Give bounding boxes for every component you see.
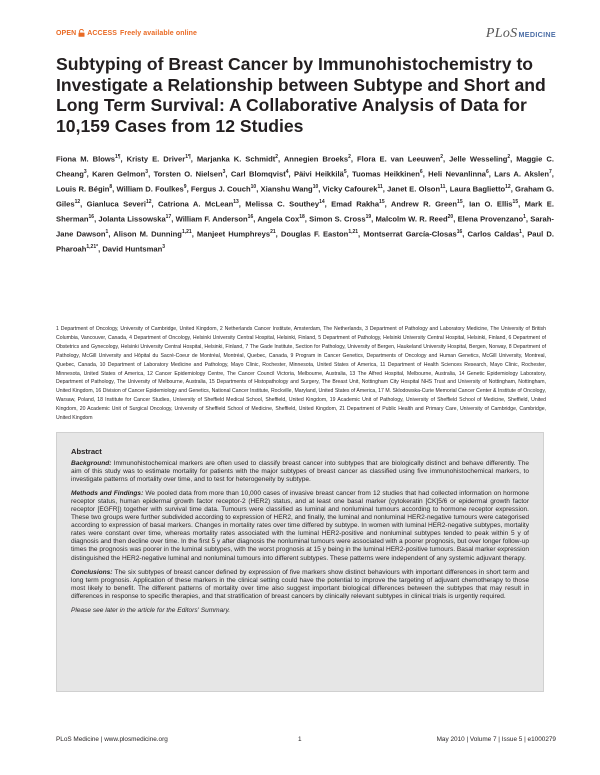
author: Simon S. Cross — [309, 214, 366, 224]
author-affiliation-ref: 3 — [162, 243, 166, 250]
background-label: Background: — [71, 460, 112, 467]
author-affiliation-ref: 19 — [365, 213, 372, 220]
author-affiliation-ref: 2 — [275, 154, 279, 160]
author-affiliation-ref: 13 — [233, 198, 239, 205]
abstract-conclusions — [71, 569, 529, 601]
author: Laura Baglietto — [449, 184, 506, 194]
author-affiliation-ref: 1¶ — [114, 154, 121, 160]
author: Lars A. Akslen — [494, 169, 549, 179]
abstract-background — [71, 460, 529, 484]
header-bar — [56, 27, 556, 43]
author-affiliation-ref: 3 — [83, 168, 87, 175]
author-affiliation-ref: 1 — [519, 228, 522, 235]
author: Manjeet Humphreys — [196, 229, 271, 239]
author-affiliation-ref: 1¶ — [185, 154, 191, 160]
author: Jolanta Lissowska — [98, 214, 166, 224]
footer-citation: May 2010 | Volume 7 | Issue 5 | e1000279 — [436, 736, 556, 743]
free-availability-label: Freely available online — [120, 29, 198, 37]
author: Gianluca Severi — [86, 199, 146, 209]
author-affiliation-ref: 2 — [507, 154, 511, 160]
author-affiliation-ref: 15 — [379, 198, 385, 205]
author-affiliation-ref: 15 — [457, 198, 463, 205]
author: Emad Rakha — [331, 199, 380, 209]
author-affiliation-ref: 18 — [299, 213, 305, 220]
author-affiliation-ref: 7 — [549, 168, 552, 175]
author-affiliation-ref: 9 — [183, 183, 187, 190]
author: Paul D. Pharoah — [56, 229, 554, 254]
journal-section: MEDICINE — [518, 30, 556, 39]
author: Jelle Wesseling — [449, 154, 508, 164]
conclusions-text: The six subtypes of breast cancer defined by expression of five markers show distinct behaviours with important differences in short term and long term prognosis. Application of these markers in the clinical setting could have the potential to improve the targeting of adjuvant chemotherapy to those most likely to benefit. The different patterns of mortality over time also suggest important biological differences between the subtypes that may result in differences in response to specific therapies, and that stratification of breast cancers by clinically relevant subtypes in clinical trials is urgently required. — [71, 568, 529, 600]
author-affiliation-ref: 1,21 — [348, 228, 359, 235]
author: Flora E. van Leeuwen — [357, 154, 441, 164]
author: William F. Anderson — [175, 214, 248, 224]
editors-summary-note: Please see later in the article for the Editors' Summary. — [71, 606, 231, 614]
author: Janet E. Olson — [387, 184, 441, 194]
conclusions-label: Conclusions: — [71, 568, 113, 576]
footer-journal: PLoS Medicine | www.plosmedicine.org — [56, 736, 168, 743]
author: Angela Cox — [257, 214, 300, 224]
author: Carlos Caldas — [467, 229, 520, 239]
author-affiliation-ref: 2 — [348, 154, 351, 160]
author: Catriona A. McLean — [158, 199, 234, 209]
access-label: ACCESS — [87, 29, 118, 37]
author: Sarah-Jane Dawson — [56, 214, 554, 239]
author: Torsten O. Nielsen — [153, 169, 223, 179]
author-affiliation-ref: 12 — [145, 198, 152, 205]
author: Karen Gelmon — [92, 169, 146, 179]
author: Montserrat García-Closas — [363, 229, 457, 239]
author: Xianshu Wang — [260, 184, 313, 194]
author-affiliation-ref: 16 — [247, 213, 254, 220]
author-affiliation-ref: 6 — [419, 168, 423, 175]
author-affiliation-ref: 14 — [319, 198, 325, 205]
methods-label: Methods and Findings: — [71, 490, 144, 498]
abstract-methods — [71, 490, 529, 562]
author-affiliation-ref: 1,21 — [181, 228, 192, 235]
author-affiliation-ref: 11 — [440, 183, 446, 190]
author-affiliation-ref: 4 — [285, 168, 289, 175]
author: Andrew R. Green — [390, 199, 458, 209]
background-text: Immunohistochemical markers are often used to classify breast cancer into subtypes that are biologically distinct and behave differently. The aim of this study was to estimate mortality for patients with the major subtypes of breast cancer as classified using five immunohistochemical markers, to investigate patterns of mortality over time, and to test for heterogeneity by subtype. — [71, 460, 529, 484]
author-affiliation-ref: 12 — [505, 183, 511, 190]
author: Päivi Heikkilä — [294, 169, 344, 179]
author-affiliation-ref: 16 — [456, 228, 463, 235]
author: Vicky Cafourek — [322, 184, 378, 194]
author-affiliation-ref: 3 — [145, 168, 149, 175]
affiliations: 1 Department of Oncology, University of Cambridge, United Kingdom, 2 Netherlands Cancer Institute, Amsterdam, The Netherlands, 3 Department of Pathology and Laboratory Medicine, The University of British Columbia, Vancouver, Canada, 4 Department of Oncology, Helsinki University Central Hospital, Helsinki, Finland, 5 Department of Pathology, Helsinki University Central Hospital, Helsinki, Finland, 6 Department of Obstetrics and Gynecology, Helsinki University Central Hospital, Helsinki, Finland, 7 The Gade Institute, Section for Pathology, University of Bergen, Haukeland University Hospital, Bergen, Norway, 8 Department of Pathology, McGill University and Hôpital du Sacré-Coeur de Montréal, Montréal, Quebec, Canada, 9 Program in Cancer Genetics, Departments of Oncology and Human Genetics, McGill University, Montreal, Quebec, Canada, 10 Department of Laboratory Medicine and Pathology, Mayo Clinic, Rochester, Minnesota, United States of America, 11 Department of Health Sciences Research, Mayo Clinic, Rochester, Minnesota, United States of America, 12 Cancer Epidemiology Centre, The Cancer Council Victoria, Melbourne, Australia, 13 The Alfred Hospital, Melbourne, Australia, 14 Genetic Epidemiology Laboratory, Department of Pathology, The University of Melbourne, Australia, 15 Departments of Histopathology and Surgery, The Breast Unit, Nottingham City Hospital NHS Trust and University of Nottingham, Nottingham, United Kingdom, 16 Division of Cancer Epidemiology and Genetics, National Cancer Institute, Rockville, Maryland, United States of America, 17 M. Sklodowska-Curie Memorial Cancer Center & Institute of Oncology, Warsaw, Poland, 18 Institute for Cancer Studies, University of Sheffield Medical School, Sheffield, United Kingdom, 19 Academic Unit of Pathology, University of Sheffield School of Medicine, Sheffield, United Kingdom, 20 Academic Unit of Surgical Oncology, University of Sheffield School of Medicine, Sheffield, United Kingdom, 21 Department of Public Health and Primary Care, University of Cambridge, Cambridge, United Kingdom — [56, 326, 546, 422]
author-affiliation-ref: 11 — [377, 183, 383, 190]
article-title: Subtyping of Breast Cancer by Immunohistochemistry to Investigate a Relationship between Subtype and Short and Long Term Survival: A Collaborative Analysis of Data for 10,159 Cases from 12 Studies — [56, 54, 546, 136]
author: Maggie C. Cheang — [56, 154, 554, 179]
author-affiliation-ref: 8 — [109, 183, 113, 190]
author: Douglas F. Easton — [280, 229, 349, 239]
author-affiliation-ref: 10 — [312, 183, 319, 190]
author-affiliation-ref: 1,21* — [86, 243, 99, 250]
author-affiliation-ref: 21 — [270, 228, 276, 235]
author: Kristy E. Driver — [126, 154, 186, 164]
author-affiliation-ref: 16 — [88, 213, 95, 220]
author: Fiona M. Blows — [56, 154, 115, 164]
author: Tuomas Heikkinen — [352, 169, 420, 179]
author-list: Fiona M. Blows$^{1\P}$, Kristy E. Driver$^{1\P}$, Marjanka K. Schmidt$^2$, Annegien Broeks$^2$, Flora E. van Leeuwen$^2$, Jelle Wesseling$^2$, Maggie C. Cheang$^3$, Karen Gelmon$^3$, Torsten O. Nielsen$^3$, Carl Blomqvist$^4$, Päivi Heikkilä$^5$, Tuomas Heikkinen$^6$, Heli Nevanlinna$^6$, Lars A. Akslen$^7$, Louis R. Bégin$^8$, William D. Foulkes$^9$, Fergus J. Couch$^{10}$, Xianshu Wang$^{10}$, Vicky Cafourek$^{11}$, Janet E. Olson$^{11}$, Laura Baglietto$^{12}$, Graham G. Giles$^{12}$, Gianluca Severi$^{12}$, Catriona A. McLean$^{13}$, Melissa C. Southey$^{14}$, Emad Rakha$^{15}$, Andrew R. Green$^{15}$, Ian O. Ellis$^{15}$, Mark E. Sherman$^{16}$, Jolanta Lissowska$^{17}$, William F. Anderson$^{16}$, Angela Cox$^{18}$, Simon S. Cross$^{19}$, Malcolm W. R. Reed$^{20}$, Elena Provenzano$^1$, Sarah-Jane Dawson$^1$, Alison M. Dunning$^{1,21}$, Manjeet Humphreys$^{21}$, Douglas F. Easton$^{1,21}$, Montserrat García-Closas$^{16}$, Carlos Caldas$^1$, Paul D. Pharoah$^{1,21*}$, David Huntsman$^3$ — [56, 154, 554, 254]
author-affiliation-ref: 10 — [250, 183, 257, 190]
author-affiliation-ref: 1 — [105, 228, 109, 235]
author-affiliation-ref: 17 — [165, 213, 172, 220]
author-affiliation-ref: 6 — [486, 168, 489, 175]
methods-text: We pooled data from more than 10,000 cases of invasive breast cancer from 12 studies that had collected information on hormone receptor status, human epidermal growth factor receptor-2 (HER2) status, and at least one basal marker (cytokeratin [CK]5/6 or epidermal growth factor receptor [EGFR]) together with survival time data. Tumours were classified as luminal and nonluminal tumours according to hormone receptor expression. These two groups were further subdivided according to expression of HER2, and finally, the luminal and nonluminal HER2-negative tumours were categorised according to expression of basal markers. Changes in mortality rates over time differed by subtype. In women with luminal HER2-negative subtypes, mortality rates were constant over time, whereas mortality rates associated with the luminal HER2-positive and nonluminal subtypes tended to peak within 5 y of diagnosis and then decline over time. In the first 5 y after diagnosis the nonluminal tumours were associated with a poorer prognosis, but over longer follow-up times the prognosis was poorer in the luminal subtypes, with the worst prognosis at 15 y being in the luminal HER2-positive tumours. Basal marker expression distinguished the HER2-negative luminal and nonluminal tumours into different subtypes. These patterns were independent of any systemic adjuvant therapy. — [71, 490, 529, 562]
author: Ian O. Ellis — [469, 199, 513, 209]
author: Louis R. Bégin — [56, 184, 110, 194]
author: Carl Blomqvist — [230, 169, 286, 179]
author-affiliation-ref: 5 — [343, 168, 347, 175]
author-affiliation-ref: 3 — [222, 168, 226, 175]
open-lock-icon — [78, 29, 85, 37]
journal-name: PLoS — [485, 26, 518, 41]
author-affiliation-ref: 12 — [74, 198, 81, 205]
author: Malcolm W. R. Reed — [375, 214, 448, 224]
page-number: 1 — [298, 736, 302, 743]
author: David Huntsman — [102, 244, 163, 254]
author-affiliation-ref: 1 — [523, 213, 526, 220]
author-affiliation-ref: 15 — [512, 198, 519, 205]
author-affiliation-ref: 2 — [440, 154, 443, 160]
open-label: OPEN — [56, 29, 77, 37]
author: Fergus J. Couch — [190, 184, 251, 194]
journal-logo — [486, 24, 556, 42]
abstract-heading: Abstract — [71, 447, 102, 456]
author: Graham G. Giles — [56, 184, 554, 209]
author: William D. Foulkes — [116, 184, 184, 194]
author: Mark E. Sherman — [56, 199, 554, 224]
author: Annegien Broeks — [283, 154, 349, 164]
author: Marjanka K. Schmidt — [196, 154, 276, 164]
author: Heli Nevanlinna — [428, 169, 486, 179]
author: Elena Provenzano — [457, 214, 524, 224]
abstract-box — [56, 432, 544, 692]
author-affiliation-ref: 20 — [447, 213, 454, 220]
author: Melissa C. Southey — [245, 199, 320, 209]
open-access-badge — [56, 29, 197, 37]
author: Alison M. Dunning — [113, 229, 182, 239]
